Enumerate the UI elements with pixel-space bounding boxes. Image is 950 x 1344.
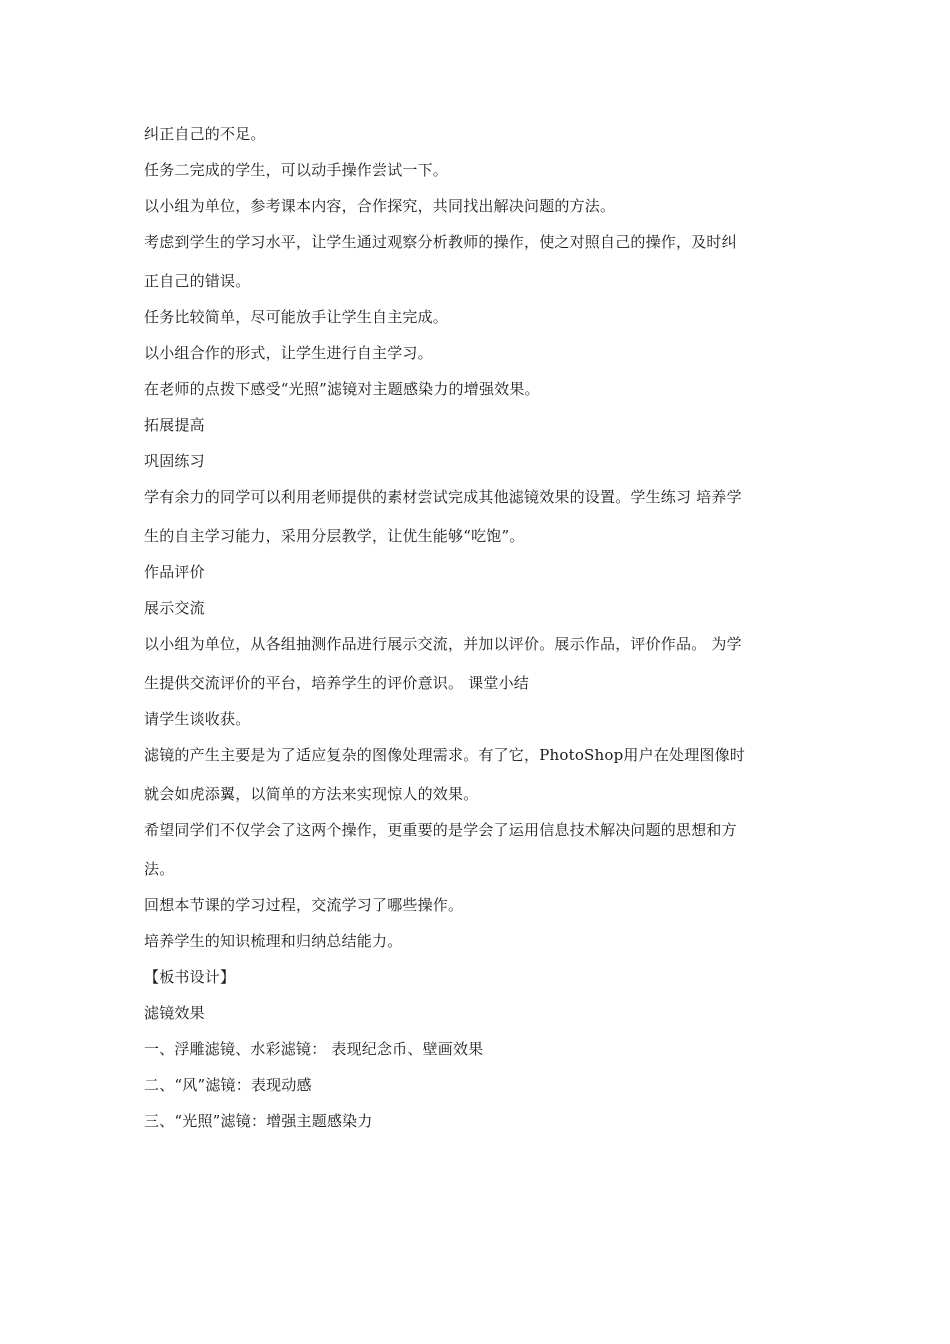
paragraph	[144, 230, 814, 293]
text-line: 正自己的错误。	[144, 272, 251, 290]
section-heading: 作品评价	[144, 563, 205, 581]
paragraph	[144, 485, 814, 548]
list-item: 一、浮雕滤镜、水彩滤镜： 表现纪念币、壁画效果	[144, 1040, 484, 1058]
section-heading: 展示交流	[144, 599, 205, 617]
text-line: 希望同学们不仅学会了这两个操作，更重要的是学会了运用信息技术解决问题的思想和方	[144, 821, 737, 839]
section-heading: 拓展提高	[144, 416, 205, 434]
text-line: 以小组为单位，参考课本内容，合作探究，共同找出解决问题的方法。	[144, 197, 616, 215]
text-line: 以小组为单位，从各组抽测作品进行展示交流，并加以评价。展示作品，评价作品。 为学	[144, 635, 742, 653]
text-line: 培养学生的知识梳理和归纳总结能力。	[144, 932, 403, 950]
text-line: 纠正自己的不足。	[144, 125, 266, 143]
section-heading: 【板书设计】	[144, 968, 236, 986]
text-line: 就会如虎添翼，以简单的方法来实现惊人的效果。	[144, 785, 479, 803]
text-line: 学有余力的同学可以利用老师提供的素材尝试完成其他滤镜效果的设置。学生练习 培养学	[144, 488, 742, 506]
document-body	[144, 122, 814, 1145]
text-line: 任务二完成的学生，可以动手操作尝试一下。	[144, 161, 449, 179]
text-line: 回想本节课的学习过程，交流学习了哪些操作。	[144, 896, 464, 914]
section-heading: 巩固练习	[144, 452, 205, 470]
text-line: 以小组合作的形式，让学生进行自主学习。	[144, 344, 433, 362]
text-line: 滤镜的产生主要是为了适应复杂的图像处理需求。有了它，PhotoShop用户在处理图像时	[144, 746, 746, 764]
text-line: 生提供交流评价的平台，培养学生的评价意识。 课堂小结	[144, 674, 529, 692]
paragraph	[144, 743, 814, 806]
text-line: 法。	[144, 860, 175, 878]
paragraph	[144, 632, 814, 695]
text-line: 生的自主学习能力，采用分层教学，让优生能够“吃饱”。	[144, 527, 525, 545]
list-item: 二、“风”滤镜：表现动感	[144, 1076, 312, 1094]
paragraph	[144, 818, 814, 881]
text-line: 考虑到学生的学习水平，让学生通过观察分析教师的操作，使之对照自己的操作，及时纠	[144, 233, 737, 251]
text-line: 任务比较简单，尽可能放手让学生自主完成。	[144, 308, 449, 326]
text-line: 请学生谈收获。	[144, 710, 251, 728]
text-line: 在老师的点拨下感受“光照”滤镜对主题感染力的增强效果。	[144, 380, 540, 398]
list-item: 三、“光照”滤镜：增强主题感染力	[144, 1112, 373, 1130]
text-line: 滤镜效果	[144, 1004, 205, 1022]
